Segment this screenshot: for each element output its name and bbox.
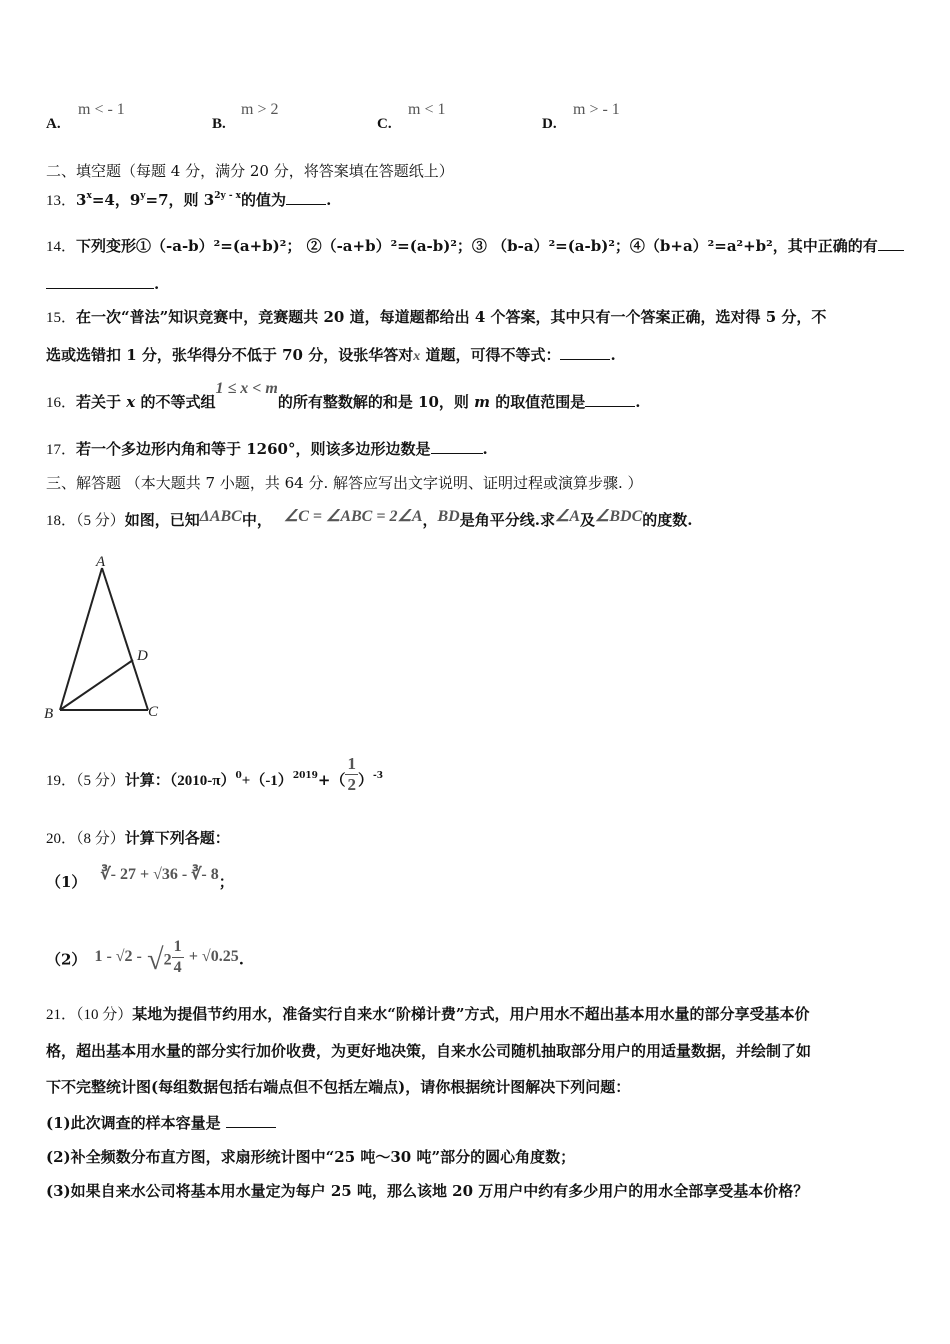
question-14: 14．下列变形①（-a-b）²=(a+b)²； ②（-a+b）²=(a-b)²；③ （b-a）²=(a-b)²；④（b+a）²=a²+b²，其中正确的有: [46, 236, 904, 257]
vertex-c-label: C: [148, 704, 159, 720]
question-21-sub2: (2)补全频数分布直方图，求扇形统计图中“25 吨～30 吨”部分的圆心角度数；: [46, 1148, 576, 1166]
option-b-expr: m > 2: [241, 101, 279, 118]
option-b-label: B.: [212, 116, 226, 132]
question-15-line1: 15．在一次“普法”知识竞赛中，竞赛题共 20 道，每道题都给出 4 个答案，其中只有一个答案正确，选对得 5 分，不: [46, 308, 827, 326]
question-20: 20．（8 分）计算下列各题：: [46, 829, 230, 847]
question-21-sub1: (1)此次调查的样本容量是: [46, 1113, 276, 1133]
question-20-part1: （1） ∛- 27 + √36 - ∛- 8；: [46, 866, 234, 891]
vertex-b-label: B: [44, 706, 54, 722]
question-13: 13．$3^x=4$，$9^y=7$，则 $3^{2y - x}$的值为 .: [46, 191, 332, 209]
bisector-bd: [60, 660, 133, 710]
question-21-sub3: (3)如果自来水公司将基本用水量定为每户 25 吨，那么该地 20 万用户中约有多少用户的用水全部享受基本价格？: [46, 1182, 809, 1200]
point-d-label: D: [137, 648, 148, 664]
triangle-figure: [40, 550, 180, 725]
question-21-line1: 21．（10 分）某地为提倡节约用水，准备实行自来水“阶梯计费”方式，用户用水不超出基本用水量的部分享受基本价: [46, 1005, 810, 1023]
option-c-label: C.: [377, 116, 392, 132]
question-16: 16．若关于 x 的不等式组1 ≤ x < m的所有整数解的和是 10，则 m 的取值范围是 .: [46, 380, 641, 411]
question-21-line2: 格，超出基本用水量的部分实行加价收费，为更好地决策，自来水公司随机抽取部分用户的用适量数据，并绘制了如: [46, 1042, 812, 1060]
option-a-label: A.: [46, 116, 61, 132]
question-17: 17．若一个多边形内角和等于 1260°，则该多边形边数是 .: [46, 440, 488, 458]
option-a-expr: m < - 1: [78, 101, 125, 118]
side-ab: [60, 568, 102, 710]
question-15-line2: 选或选错扣 1 分，张华得分不低于 70 分，设张华答对x 道题，可得不等式： .: [46, 346, 616, 364]
section3-heading: 三、解答题 （本大题共 7 小题，共 64 分. 解答应写出文字说明、证明过程或演算步骤. ）: [46, 474, 643, 492]
option-c-expr: m < 1: [408, 101, 446, 118]
vertex-a-label: A: [96, 554, 106, 570]
side-ac: [102, 568, 148, 710]
question-19: 19．（5 分）计算：$(2010-\pi)^0+(-1)^{2019}+$（ $\frac{1}{2}$ ）$^{-3}$: [46, 753, 383, 794]
question-21-line3: 下不完整统计图(每组数据包括右端点但不包括左端点)，请你根据统计图解决下列问题：: [46, 1078, 631, 1096]
section2-heading: 二、填空题（每题 4 分，满分 20 分，将答案填在答题纸上）: [46, 162, 454, 180]
question-18: 18．（5 分）如图，已知ΔABC中， ∠C = ∠ABC = 2∠A，BD是角平分线.求∠A及∠BDC的度数.: [46, 508, 693, 529]
question-20-part2: （2） 1 - √2 - √2 $\frac{1}{4}$ + √0.25.: [46, 938, 244, 976]
question-14-cont: .: [46, 274, 159, 294]
option-d-label: D.: [542, 116, 557, 132]
option-d-expr: m > - 1: [573, 101, 620, 118]
